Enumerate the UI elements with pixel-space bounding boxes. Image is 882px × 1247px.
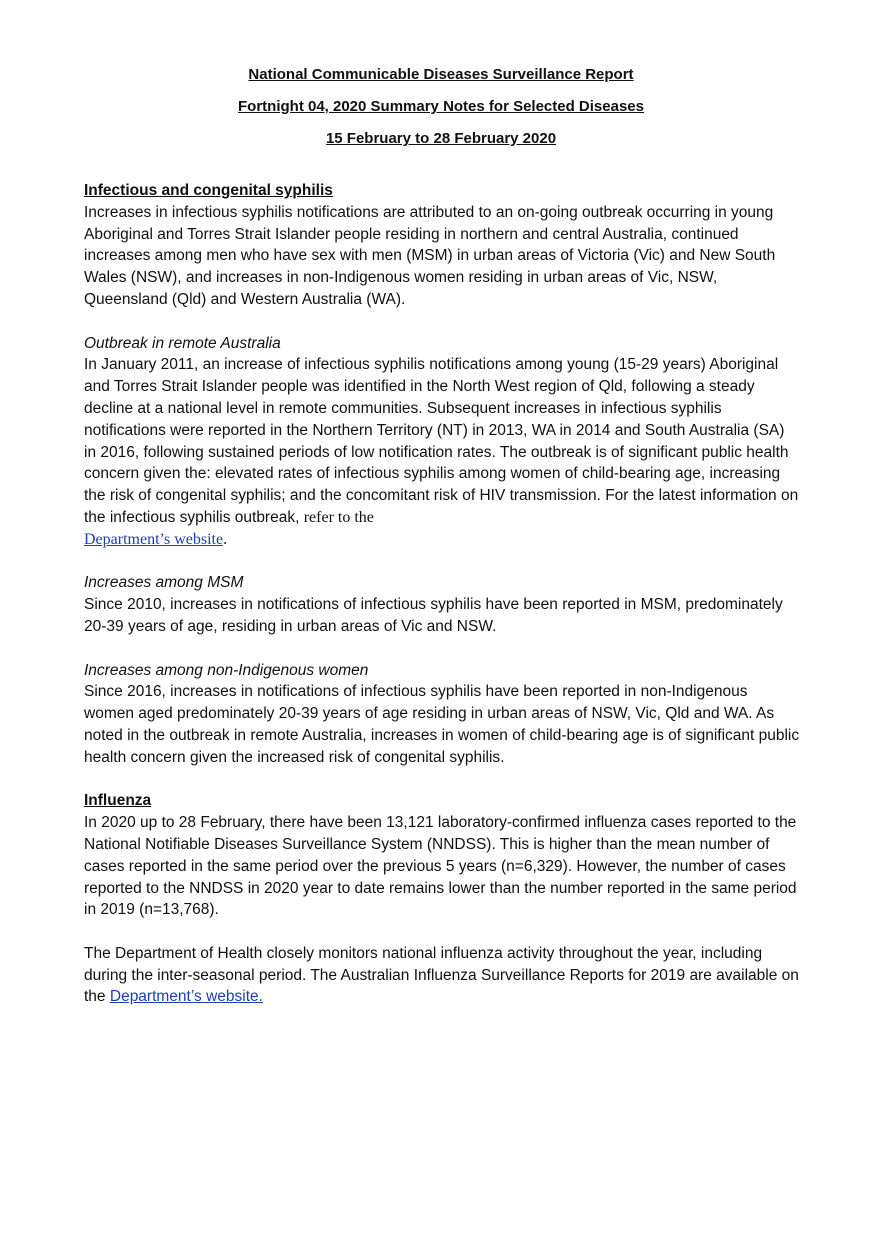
influenza-body-1: In 2020 up to 28 February, there have been 13,121 laboratory-confirmed influenza cases reported to the National Notifiable Diseases Surveillance System (NNDSS). This is higher than the mean number of cases reported in the same period over the previous 5 years (n=6,329). However, the number of cases reported to the NNDSS in 2020 year to date remains lower than the number reported in the same period in 2019 (n=13,768).	[84, 814, 797, 919]
syphilis-intro: Increases in infectious syphilis notifications are attributed to an on-going outbreak occurring in young Aboriginal and Torres Strait Islander people residing in northern and central Australia, continued increases among men who have sex with men (MSM) in urban areas of Victoria (Vic) and New South Wales (NSW), and increases in non-Indigenous women residing in urban areas of Vic, NSW, Queensland (Qld) and Western Australia (WA).	[84, 203, 776, 308]
remote-outbreak-paragraph	[84, 354, 800, 550]
remote-outbreak-tail: refer to the	[303, 508, 374, 526]
remote-outbreak-end: .	[223, 530, 228, 548]
women-body: Since 2016, increases in notifications of infectious syphilis have been reported in non-Indigenous women aged predominately 20-39 years of age residing in urban areas of NSW, Vic, Qld and WA. As noted in the outbreak in remote Australia, increases in women of child-bearing age is of significant public health concern given the increased risk of congenital syphilis.	[84, 683, 800, 766]
msm-subheading: Increases among MSM	[84, 574, 244, 592]
report-title: National Communicable Diseases Surveillance Report	[248, 66, 634, 83]
msm-body: Since 2010, increases in notifications of infectious syphilis have been reported in MSM, predominately 20-39 years of age, residing in urban areas of Vic and NSW.	[84, 596, 783, 635]
syphilis-heading: Infectious and congenital syphilis	[84, 182, 333, 199]
women-subheading: Increases among non-Indigenous women	[84, 661, 369, 679]
report-body	[84, 180, 800, 1008]
department-website-link-syphilis[interactable]: Department’s website	[84, 530, 224, 548]
influenza-paragraph-2	[84, 943, 800, 1008]
report-subtitle: Fortnight 04, 2020 Summary Notes for Selected Diseases	[238, 98, 644, 115]
remote-outbreak-body: In January 2011, an increase of infectious syphilis notifications among young (15-29 years) Aboriginal and Torres Strait Islander people was identified in the North West region of Qld, following a steady decline at a national level in remote communities. Subsequent increases in infectious syphilis notifications were reported in the Northern Territory (NT) in 2013, WA in 2014 and South Australia (SA) in 2016, following sustained periods of low notification rates. The outbreak is of significant public health concern given the: elevated rates of infectious syphilis among women of child-bearing age, increasing the risk of congenital syphilis; and the concomitant risk of HIV transmission. For the latest information on the infectious syphilis outbreak,	[84, 356, 799, 526]
syphilis-section	[84, 180, 800, 769]
report-header	[0, 59, 882, 155]
influenza-section	[84, 790, 800, 1008]
influenza-body-2: The Department of Health closely monitors national influenza activity throughout the year, including during the inter-seasonal period. The Australian Influenza Surveillance Reports for 2019 are available on the	[84, 944, 799, 1006]
report-date-range: 15 February to 28 February 2020	[325, 130, 557, 147]
influenza-heading: Influenza	[84, 792, 152, 810]
remote-outbreak-subheading: Outbreak in remote Australia	[84, 334, 281, 352]
department-website-link-influenza[interactable]: Department’s website.	[109, 988, 263, 1006]
